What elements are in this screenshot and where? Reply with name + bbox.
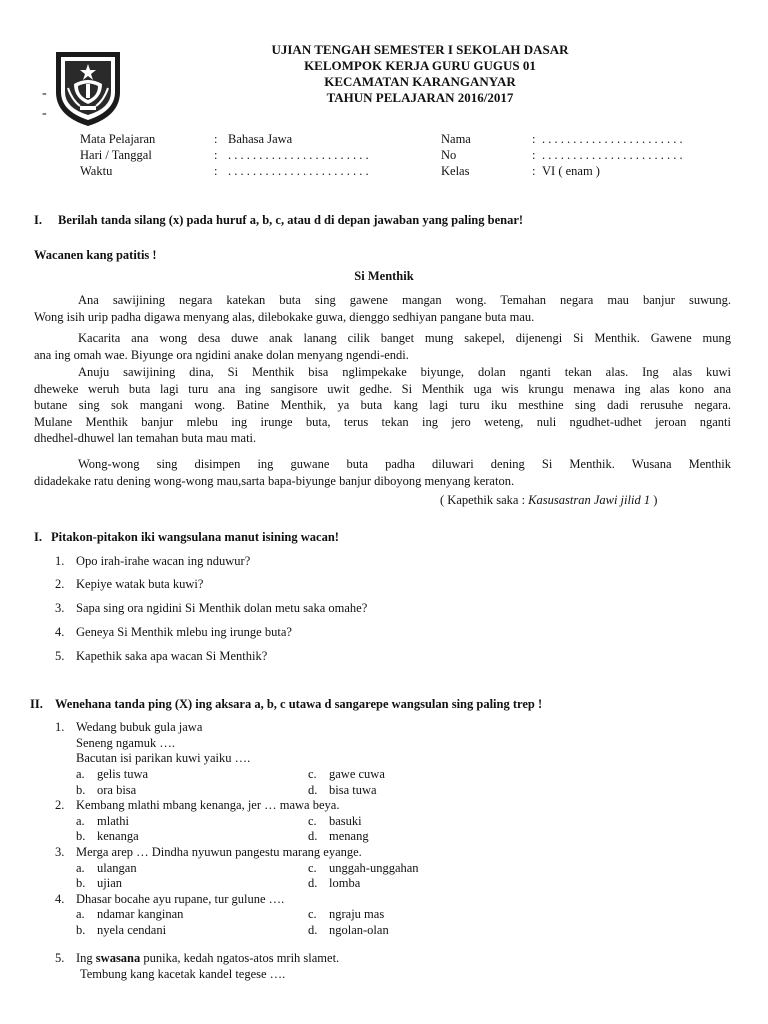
section-instruction: Pitakon-pitakon iki wangsulana manut isining wacan!	[51, 530, 339, 544]
option-c: unggah-unggahan	[329, 861, 419, 875]
option-letter: c.	[308, 814, 317, 828]
option-letter: a.	[76, 767, 85, 781]
district-title: KECAMATAN KARANGANYAR	[324, 74, 516, 89]
item-text	[76, 951, 339, 966]
text-line: Wong isih urip padha digawa menyang alas, dilebokake guwa, dienggo sedhiyan pangane buta mau.	[34, 309, 535, 324]
school-year-title: TAHUN PELAJARAN 2016/2017	[326, 90, 514, 105]
option-letter: c.	[308, 767, 317, 781]
colon: :	[214, 148, 218, 162]
option-a: ndamar kanginan	[97, 907, 184, 921]
source-title: Kasusastran Jawi jilid 1	[528, 493, 651, 507]
option-b: ujian	[97, 876, 122, 890]
day-date-label: Hari / Tanggal	[80, 148, 152, 162]
option-a: mlathi	[97, 814, 129, 828]
source-suffix: )	[653, 493, 658, 507]
reading-title: Si Menthik	[354, 269, 414, 283]
question-number: 3.	[55, 601, 65, 615]
option-b: nyela cendani	[97, 923, 167, 937]
time-value: . . . . . . . . . . . . . . . . . . . . . . .	[228, 164, 369, 178]
item-number: 3.	[55, 845, 65, 859]
text-line: Ana sawijining negara katekan buta sing gawene mangan wong. Temahan negara mau banjur suwung.	[78, 293, 731, 307]
option-letter: d.	[308, 783, 318, 797]
time-label: Waktu	[80, 164, 113, 178]
group-title: KELOMPOK KERJA GURU GUGUS 01	[304, 58, 536, 73]
text-line: Mulane Menthik banjur mlebu ing irunge buta, terus tekan ing jero weteng, nuli ngudhet-udhet jeroan nganti	[34, 414, 731, 429]
option-letter: b.	[76, 876, 86, 890]
option-letter: d.	[308, 829, 318, 843]
item-text: Kembang mlathi mbang kenanga, jer … mawa beya.	[76, 798, 340, 812]
question-number: 5.	[55, 649, 65, 663]
option-letter: d.	[308, 923, 318, 937]
name-label: Nama	[441, 132, 471, 146]
number-value: . . . . . . . . . . . . . . . . . . . . . . .	[542, 148, 683, 162]
option-letter: a.	[76, 907, 85, 921]
exam-title: UJIAN TENGAH SEMESTER I SEKOLAH DASAR	[271, 42, 569, 57]
option-d: menang	[329, 829, 369, 843]
option-a: gelis tuwa	[97, 767, 149, 781]
margin-dash: -	[42, 106, 47, 121]
option-letter: b.	[76, 829, 86, 843]
item-number: 5.	[55, 951, 65, 965]
reading-source	[440, 493, 657, 508]
item-number: 1.	[55, 720, 65, 734]
section-number: II.	[30, 697, 43, 711]
day-date-value: . . . . . . . . . . . . . . . . . . . . . . .	[228, 148, 369, 162]
question-number: 2.	[55, 577, 65, 591]
item-number: 2.	[55, 798, 65, 812]
item-text: Merga arep … Dindha nyuwun pangestu marang eyange.	[76, 845, 362, 859]
text-line: dhedhel-dhuwel lan temahan buta mau mati.	[34, 431, 257, 446]
option-d: bisa tuwa	[329, 783, 377, 797]
question-number: 1.	[55, 554, 65, 568]
question-number: 4.	[55, 625, 65, 639]
item-text-part: punika, kedah ngatos-atos mrih slamet.	[140, 951, 340, 965]
section-instruction: Berilah tanda silang (x) pada huruf a, b, c, atau d di depan jawaban yang paling benar!	[58, 213, 524, 227]
reading-paragraph-4	[34, 456, 731, 489]
colon: :	[532, 132, 536, 146]
text-line: ana ing omah wae. Biyunge ora ngidini anake dolan menyang ngendi-endi.	[34, 347, 409, 362]
option-letter: c.	[308, 861, 317, 875]
option-c: gawe cuwa	[329, 767, 385, 781]
option-b: ora bisa	[97, 783, 137, 797]
option-letter: b.	[76, 923, 86, 937]
question-text: Opo irah-irahe wacan ing nduwur?	[76, 554, 251, 568]
option-c: basuki	[329, 814, 362, 828]
question-text: Geneya Si Menthik mlebu ing irunge buta?	[76, 625, 292, 639]
text-line: didadekake ratu dening wong-wong mau,sarta bapa-biyunge banjur diboyong menyang keraton.	[34, 473, 515, 488]
bold-word: swasana	[95, 951, 141, 965]
subject-value: Bahasa Jawa	[228, 132, 293, 146]
item-text: Tembung kang kacetak kandel tegese ….	[80, 967, 286, 981]
item-text: Dhasar bocahe ayu rupane, tur gulune ….	[76, 892, 285, 906]
number-label: No	[441, 148, 457, 162]
item-text: Seneng ngamuk ….	[76, 736, 175, 750]
reading-paragraph-2	[34, 330, 731, 363]
section-number: I.	[34, 213, 42, 227]
option-letter: b.	[76, 783, 86, 797]
source-prefix: ( Kapethik saka :	[440, 493, 526, 507]
school-emblem-logo	[50, 48, 126, 128]
margin-dash: -	[42, 86, 47, 101]
colon: :	[532, 164, 536, 178]
text-line: Kacarita ana wong desa duwe anak lanang cilik banget mung sakepel, dijenengi Si Menthik. Gawene mung	[78, 331, 731, 345]
item-text: Wedang bubuk gula jawa	[76, 720, 203, 734]
colon: :	[214, 132, 218, 146]
class-value: VI ( enam )	[542, 164, 600, 178]
item-text: Bacutan isi parikan kuwi yaiku ….	[76, 751, 251, 765]
section-instruction: Wenehana tanda ping (X) ing aksara a, b, c utawa d sangarepe wangsulan sing paling trep !	[55, 697, 543, 711]
item-text-part: Ing	[76, 951, 96, 965]
option-letter: d.	[308, 876, 318, 890]
colon: :	[532, 148, 536, 162]
class-label: Kelas	[441, 164, 470, 178]
text-line: Anuju sawijining dina, Si Menthik bisa nglimpekake biyunge, dolan nganti tekan alas. Ing alas kuwi	[78, 365, 731, 379]
subject-label: Mata Pelajaran	[80, 132, 156, 146]
option-a: ulangan	[97, 861, 137, 875]
reading-paragraph-3	[34, 364, 731, 447]
reading-intro: Wacanen kang patitis !	[34, 248, 157, 262]
item-number: 4.	[55, 892, 65, 906]
name-value: . . . . . . . . . . . . . . . . . . . . . . .	[542, 132, 683, 146]
option-d: ngolan-olan	[329, 923, 389, 937]
text-line: butane sing sok mangani wong. Batine Menthik, ya buta kang lagi turu iku mesthine sing dadi rerusuhe negara.	[34, 398, 731, 413]
option-letter: a.	[76, 814, 85, 828]
question-text: Sapa sing ora ngidini Si Menthik dolan metu saka omahe?	[76, 601, 368, 615]
text-line: dheweke weruh buta lagi turu ana ing sangisore uwit gedhe. Si Menthik uga wis krungu menawa ing alas kono ana	[34, 381, 731, 396]
reading-paragraph-1	[34, 292, 731, 325]
option-letter: c.	[308, 907, 317, 921]
section-number: I.	[34, 530, 42, 544]
option-c: ngraju mas	[329, 907, 385, 921]
text-line: Wong-wong sing disimpen ing guwane buta padha diluwari dening Si Menthik. Wusana Menthik	[78, 457, 731, 471]
option-b: kenanga	[97, 829, 139, 843]
question-text: Kapethik saka apa wacan Si Menthik?	[76, 649, 268, 663]
colon: :	[214, 164, 218, 178]
option-d: lomba	[329, 876, 361, 890]
question-text: Kepiye watak buta kuwi?	[76, 577, 204, 591]
option-letter: a.	[76, 861, 85, 875]
